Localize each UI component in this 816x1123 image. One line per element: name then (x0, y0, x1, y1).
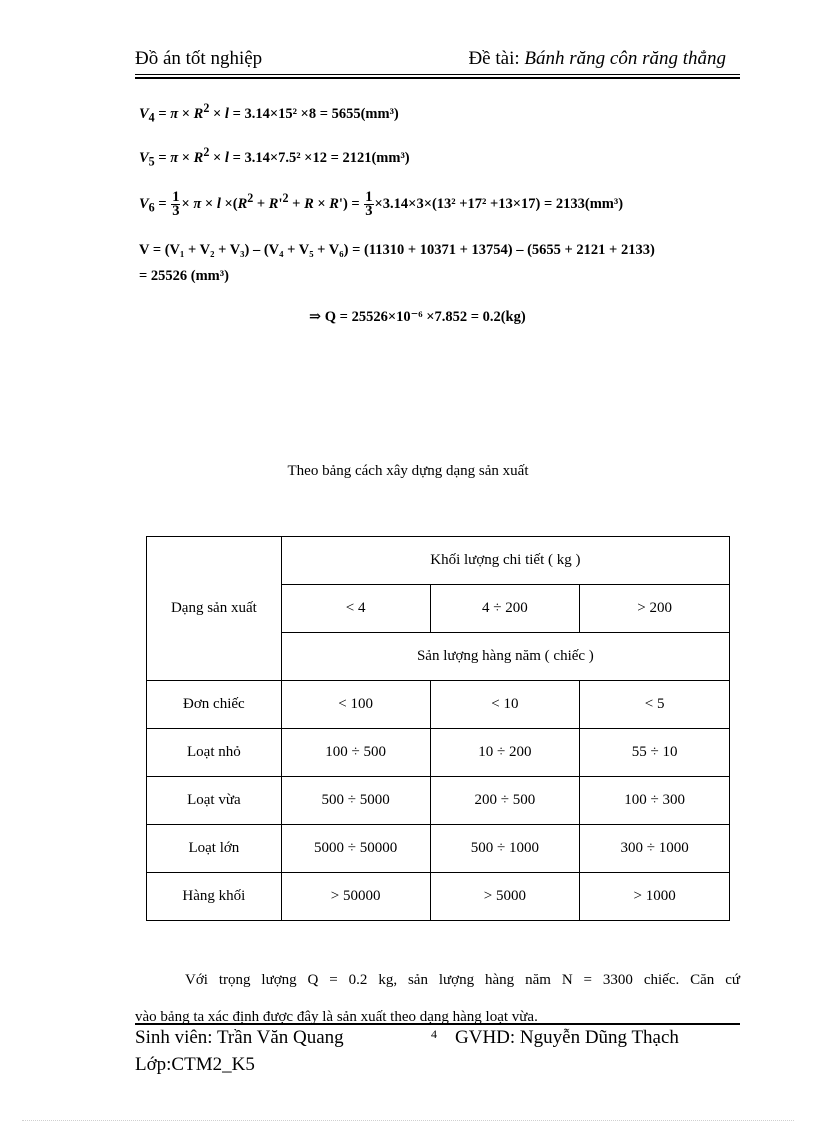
row-label: Hàng khối (147, 873, 282, 921)
table-cell: > 5000 (430, 873, 580, 921)
footer-rule (135, 1023, 740, 1025)
header-right (468, 48, 726, 70)
table-row (147, 681, 730, 729)
paragraph-line-2: vào bảng ta xác định được đây là sản xuất theo dạng hàng loạt vừa. (135, 1009, 538, 1025)
header-annual-output: Sản lượng hàng năm ( chiếc ) (281, 633, 729, 681)
header-part-mass: Khối lượng chi tiết ( kg ) (281, 537, 729, 585)
table-cell: 300 ÷ 1000 (580, 825, 730, 873)
header-left: Đồ án tốt nghiệp (135, 48, 263, 69)
equation-v6: $V_6$ = $\frac{1}{3}$ × $\pi \times l \times(R^2 + R'^2 + R \times R')$ = $\frac{1}{3}$ ×3.14×3×(13² +17² +13×17) = 2133(mm³) (139, 189, 624, 219)
equation-v5: $V_5 = \pi \times R^2 \times l = 3.14\times 7.5^2 \times 12 = 2121(mm^3)$ (139, 145, 410, 169)
table-cell: 500 ÷ 1000 (430, 825, 580, 873)
row-label: Loạt nhỏ (147, 729, 282, 777)
table-cell: < 5 (580, 681, 730, 729)
row-label: Loạt lớn (147, 825, 282, 873)
header-rule-thick (135, 77, 740, 79)
table-cell: 200 ÷ 500 (430, 777, 580, 825)
equation-v-result: = 25526 (mm³) (139, 268, 229, 284)
table-cell: 100 ÷ 500 (281, 729, 430, 777)
table-cell: 5000 ÷ 50000 (281, 825, 430, 873)
equation-v4: $V_4 = \pi \times R^2 \times l = 3.14\times 15^2 \times 8 = 5655(mm^3)$ (139, 101, 399, 125)
header-production-type: Dạng sản xuất (147, 537, 282, 681)
row-label: Đơn chiếc (147, 681, 282, 729)
table-cell: > 50000 (281, 873, 430, 921)
table-cell: < 100 (281, 681, 430, 729)
page-number: 4 (431, 1027, 437, 1041)
mass-range-cell: < 4 (281, 585, 430, 633)
equation-mass: ⇒ Q = 25526×10⁻⁶ ×7.852 = 0.2(kg) (309, 309, 526, 325)
footer-student: Sinh viên: Trần Văn Quang (135, 1027, 344, 1048)
mass-range-cell: 4 ÷ 200 (430, 585, 580, 633)
table-row (147, 825, 730, 873)
header-topic-label: Đề tài: (468, 48, 525, 69)
header-rule (135, 74, 740, 75)
table-row (147, 777, 730, 825)
row-label: Loạt vừa (147, 777, 282, 825)
table-cell: > 1000 (580, 873, 730, 921)
table-cell: 500 ÷ 5000 (281, 777, 430, 825)
table-cell: < 10 (430, 681, 580, 729)
production-type-table (146, 536, 730, 921)
table-row (147, 873, 730, 921)
page-header (135, 48, 740, 73)
table-caption: Theo bảng cách xây dựng dạng sản xuất (287, 463, 529, 479)
mass-range-cell: > 200 (580, 585, 730, 633)
header-topic-title: Bánh răng côn răng thẳng (524, 48, 726, 69)
equation-v-total: V = (V₁ + V₂ + V₃) – (V₄ + V₅ + V₆) = (11310 + 10371 + 13754) – (5655 + 2121 + 2133) (139, 242, 655, 258)
footer-class: Lớp:CTM2_K5 (135, 1054, 255, 1075)
table-cell: 10 ÷ 200 (430, 729, 580, 777)
table-row (147, 729, 730, 777)
table-cell: 55 ÷ 10 (580, 729, 730, 777)
footer-advisor: GVHD: Nguyễn Dũng Thạch (455, 1027, 679, 1048)
table-cell: 100 ÷ 300 (580, 777, 730, 825)
paragraph-line-1: Với trọng lượng Q = 0.2 kg, sản lượng hàng năm N = 3300 chiếc. Căn cứ (185, 972, 740, 988)
page-bottom-border (22, 1120, 794, 1121)
